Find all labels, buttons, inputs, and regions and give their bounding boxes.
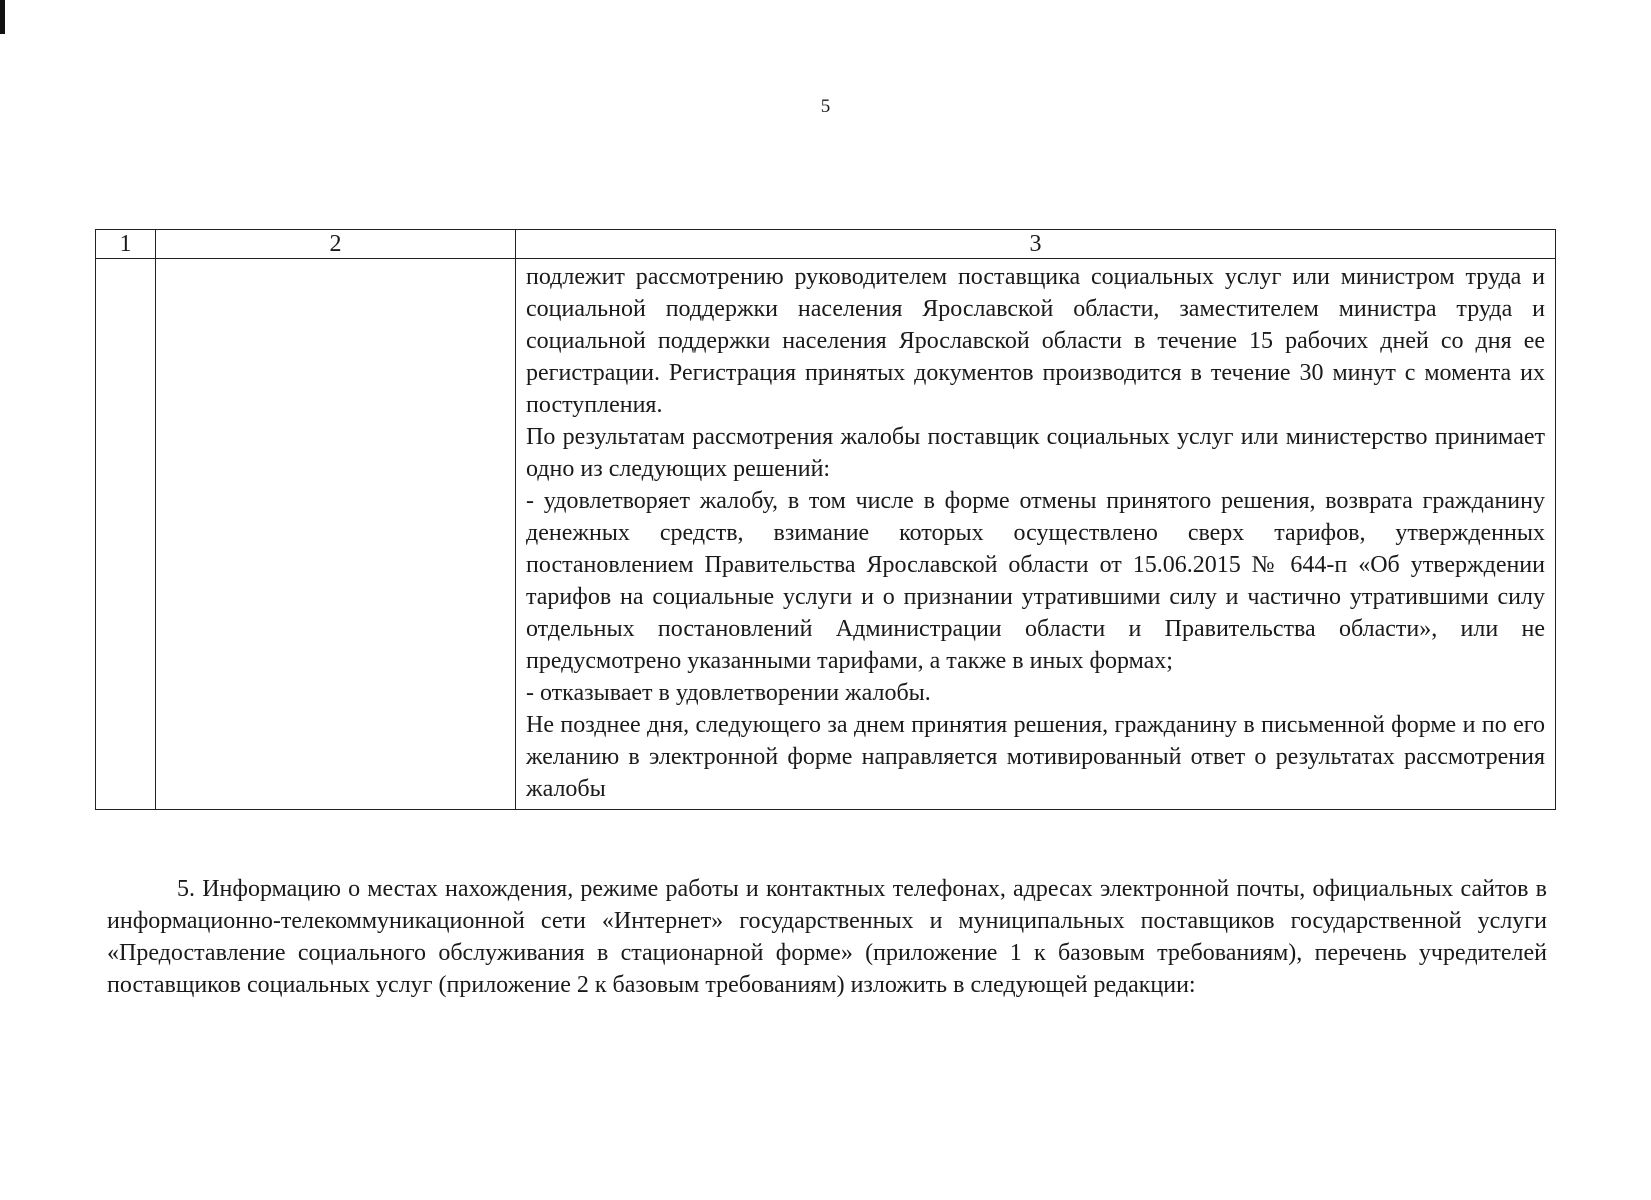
table-cell-col2 — [156, 259, 516, 810]
document-table — [95, 229, 1556, 810]
table-cell-col1 — [96, 259, 156, 810]
paragraph-decision-satisfy: - удовлетворяет жалобу, в том числе в форме отмены принятого решения, возврата гражданину денежных средств, взимание которых осуществлено сверх тарифов, утвержденных постановлением Правительства Ярославской области от 15.06.2015 № 644-п «Об утверждении тарифов на социальные услуги и о признании утратившими силу и частично утратившими силу отдельных постановлений Администрации области и Правительства области», или не предусмотрено указанными тарифами, а также в иных формах; — [526, 488, 1545, 674]
paragraph-decisions-intro: По результатам рассмотрения жалобы поставщик социальных услуг или министерство принимает одно из следующих решений: — [526, 424, 1545, 482]
column-header-1: 1 — [96, 230, 156, 259]
paragraph-response: Не позднее дня, следующего за днем принятия решения, гражданину в письменной форме и по его желанию в электронной форме направляется мотивированный ответ о результатах рассмотрения жалобы — [526, 712, 1545, 802]
paragraph-item-5: 5. Информацию о местах нахождения, режиме работы и контактных телефонах, адресах электронной почты, официальных сайтов в информационно-телекоммуникационной сети «Интернет» государственных и муниципальных поставщиков государственной услуги «Предоставление социального обслуживания в стационарной форме» (приложение 1 к базовым требованиям), перечень учредителей поставщиков социальных услуг (приложение 2 к базовым требованиям) изложить в следующей редакции: — [107, 876, 1547, 998]
paragraph-review-term: подлежит рассмотрению руководителем поставщика социальных услуг или министром труда и социальной поддержки населения Ярославской области, заместителем министра труда и социальной поддержки населения Ярославской области в течение 15 рабочих дней со дня ее регистрации. Регистрация принятых документов производится в течение 30 минут с момента их поступления. — [526, 264, 1545, 418]
table-cell-col3 — [516, 259, 1556, 810]
page-number: 5 — [820, 96, 831, 117]
table-header-row — [96, 230, 1556, 259]
scan-edge-mark — [0, 0, 5, 34]
cell-text-block — [516, 259, 1555, 809]
column-header-2: 2 — [156, 230, 516, 259]
table-row — [96, 259, 1556, 810]
paragraph-decision-refuse: - отказывает в удовлетворении жалобы. — [526, 680, 931, 706]
column-header-3: 3 — [516, 230, 1556, 259]
